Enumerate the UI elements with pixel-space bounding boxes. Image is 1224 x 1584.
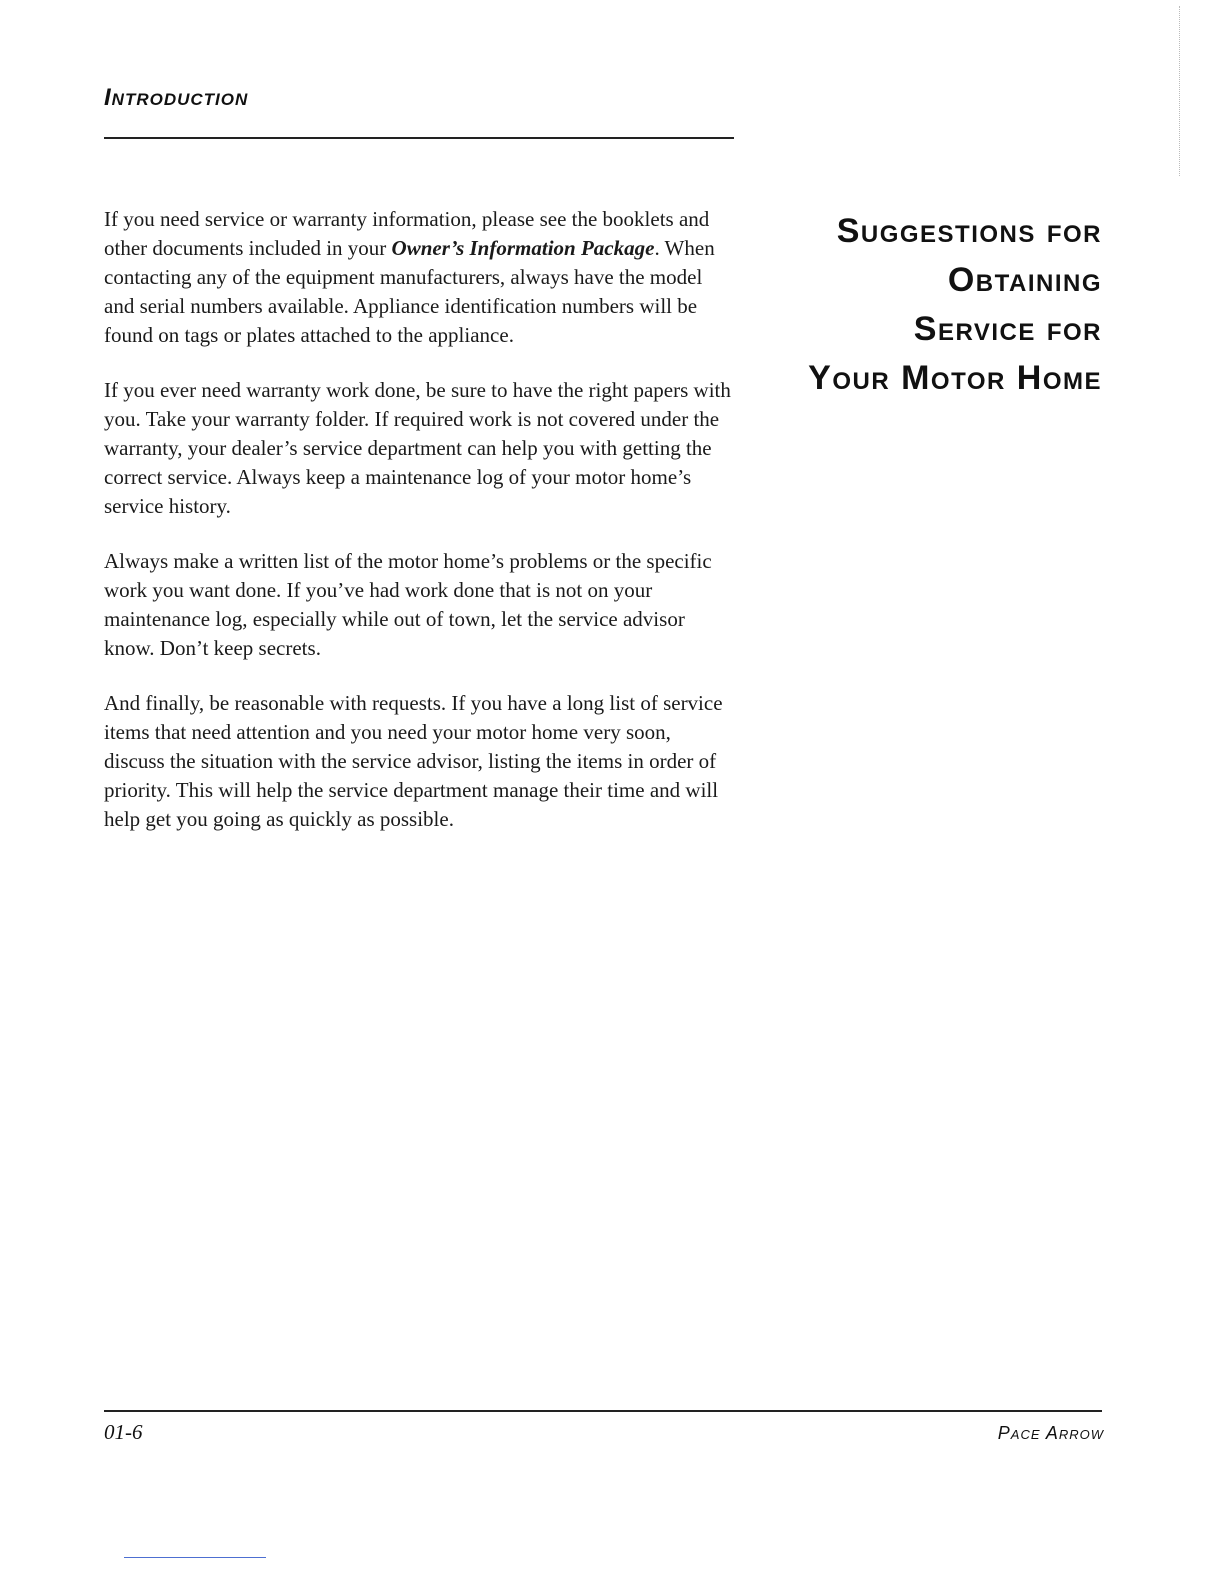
side-heading <box>682 207 1102 403</box>
paragraph-1-text-start: If you need service or warranty information, please see the booklets and other documents included in your <box>104 207 710 260</box>
footer-rule <box>104 1410 1102 1412</box>
footer-brand: Pace Arrow <box>997 1423 1104 1443</box>
bottom-rule-fragment <box>124 1557 266 1558</box>
paragraph-reasonable-requests: And finally, be reasonable with requests. If you have a long list of service items that need attention and you need your motor home very soon, discuss the situation with the service advisor, listing the items in order of priority. This will help the service department manage their time and will help get you going as quickly as possible. <box>104 691 723 831</box>
scan-edge-mark <box>1179 6 1180 176</box>
paragraph-1-text-end: . When contacting any of the equipment manufacturers, always have the model and serial numbers available. Appliance identification numbers will be found on tags or plates attached to the appliance. <box>104 236 715 347</box>
side-heading-line-4: Your Motor Home <box>808 359 1102 397</box>
owners-info-package-emphasis: Owner’s Information Package <box>391 236 655 260</box>
side-heading-line-3: Service for <box>913 310 1102 348</box>
title-rule <box>104 137 734 139</box>
side-heading-line-1: Suggestions for <box>836 212 1102 250</box>
paragraph-written-list: Always make a written list of the motor home’s problems or the specific work you want done. If you’ve had work done that is not on your maintenance log, especially while out of town, let the service advisor know. Don’t keep secrets. <box>104 549 712 660</box>
side-heading-line-2: Obtaining <box>947 261 1102 299</box>
paragraph-warranty-work: If you ever need warranty work done, be sure to have the right papers with you. Take your warranty folder. If required work is not covered under the warranty, your dealer’s service department can help you with getting the correct service. Always keep a maintenance log of your motor home’s service history. <box>104 378 731 518</box>
section-title: Introduction <box>104 84 249 111</box>
paragraph-service-info <box>104 205 734 350</box>
body-text <box>104 205 734 860</box>
page-number: 01-6 <box>104 1420 143 1444</box>
